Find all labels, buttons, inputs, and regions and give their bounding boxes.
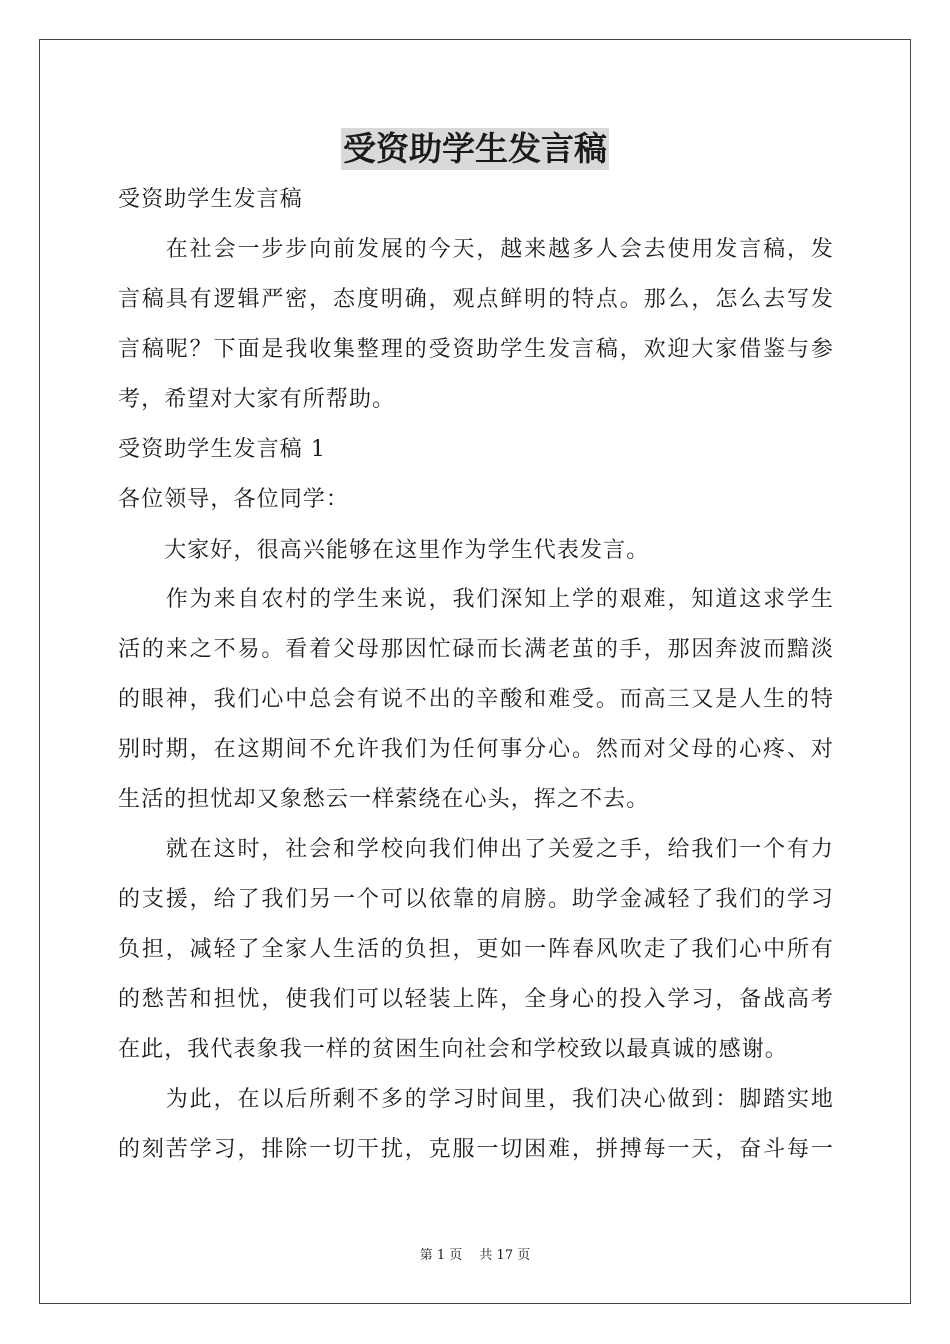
text-line: 生活的担忧却又象愁云一样萦绕在心头，挥之不去。 (118, 787, 650, 812)
text-line: 在社会一步步向前发展的今天，越来越多人会去使用发言稿，发 (118, 237, 834, 262)
text-line: 负担，减轻了全家人生活的负担，更如一阵春风吹走了我们心中所有 (118, 937, 834, 962)
text-line: 为此，在以后所剩不多的学习时间里，我们决心做到：脚踏实地 (118, 1087, 834, 1112)
text-line: 的支援，给了我们另一个可以依靠的肩膀。助学金减轻了我们的学习 (118, 887, 834, 912)
salutation-line: 各位领导，各位同学： (118, 487, 350, 512)
text-line: 的眼神，我们心中总会有说不出的辛酸和难受。而高三又是人生的特 (118, 687, 834, 712)
text-line: 的刻苦学习，排除一切干扰，克服一切困难，拼搏每一天，奋斗每一 (118, 1137, 834, 1162)
text-line: 活的来之不易。看着父母那因忙碌而长满老茧的手，那因奔波而黯淡 (118, 637, 834, 662)
document-title-wrap (0, 128, 950, 170)
text-line: 的愁苦和担忧，使我们可以轻装上阵，全身心的投入学习，备战高考 (118, 987, 834, 1012)
text-line: 在此，我代表象我一样的贫困生向社会和学校致以最真诚的感谢。 (118, 1037, 788, 1062)
document-title: 受资助学生发言稿 (343, 129, 607, 168)
text-line: 言稿呢？下面是我收集整理的受资助学生发言稿，欢迎大家借鉴与参 (118, 337, 834, 362)
text-line: 就在这时，社会和学校向我们伸出了关爱之手，给我们一个有力 (118, 837, 834, 862)
text-line: 作为来自农村的学生来说，我们深知上学的艰难，知道这求学生 (118, 587, 834, 612)
text-line: 言稿具有逻辑严密，态度明确，观点鲜明的特点。那么，怎么去写发 (118, 287, 834, 312)
text-line: 考，希望对大家有所帮助。 (118, 387, 396, 412)
subtitle-line: 受资助学生发言稿 (118, 187, 303, 212)
text-line: 大家好，很高兴能够在这里作为学生代表发言。 (118, 538, 650, 563)
section-heading: 受资助学生发言稿 1 (118, 437, 326, 462)
text-line: 别时期，在这期间不允许我们为任何事分心。然而对父母的心疼、对 (118, 737, 834, 762)
page-footer: 第 1 页 共 17 页 (419, 1248, 531, 1263)
